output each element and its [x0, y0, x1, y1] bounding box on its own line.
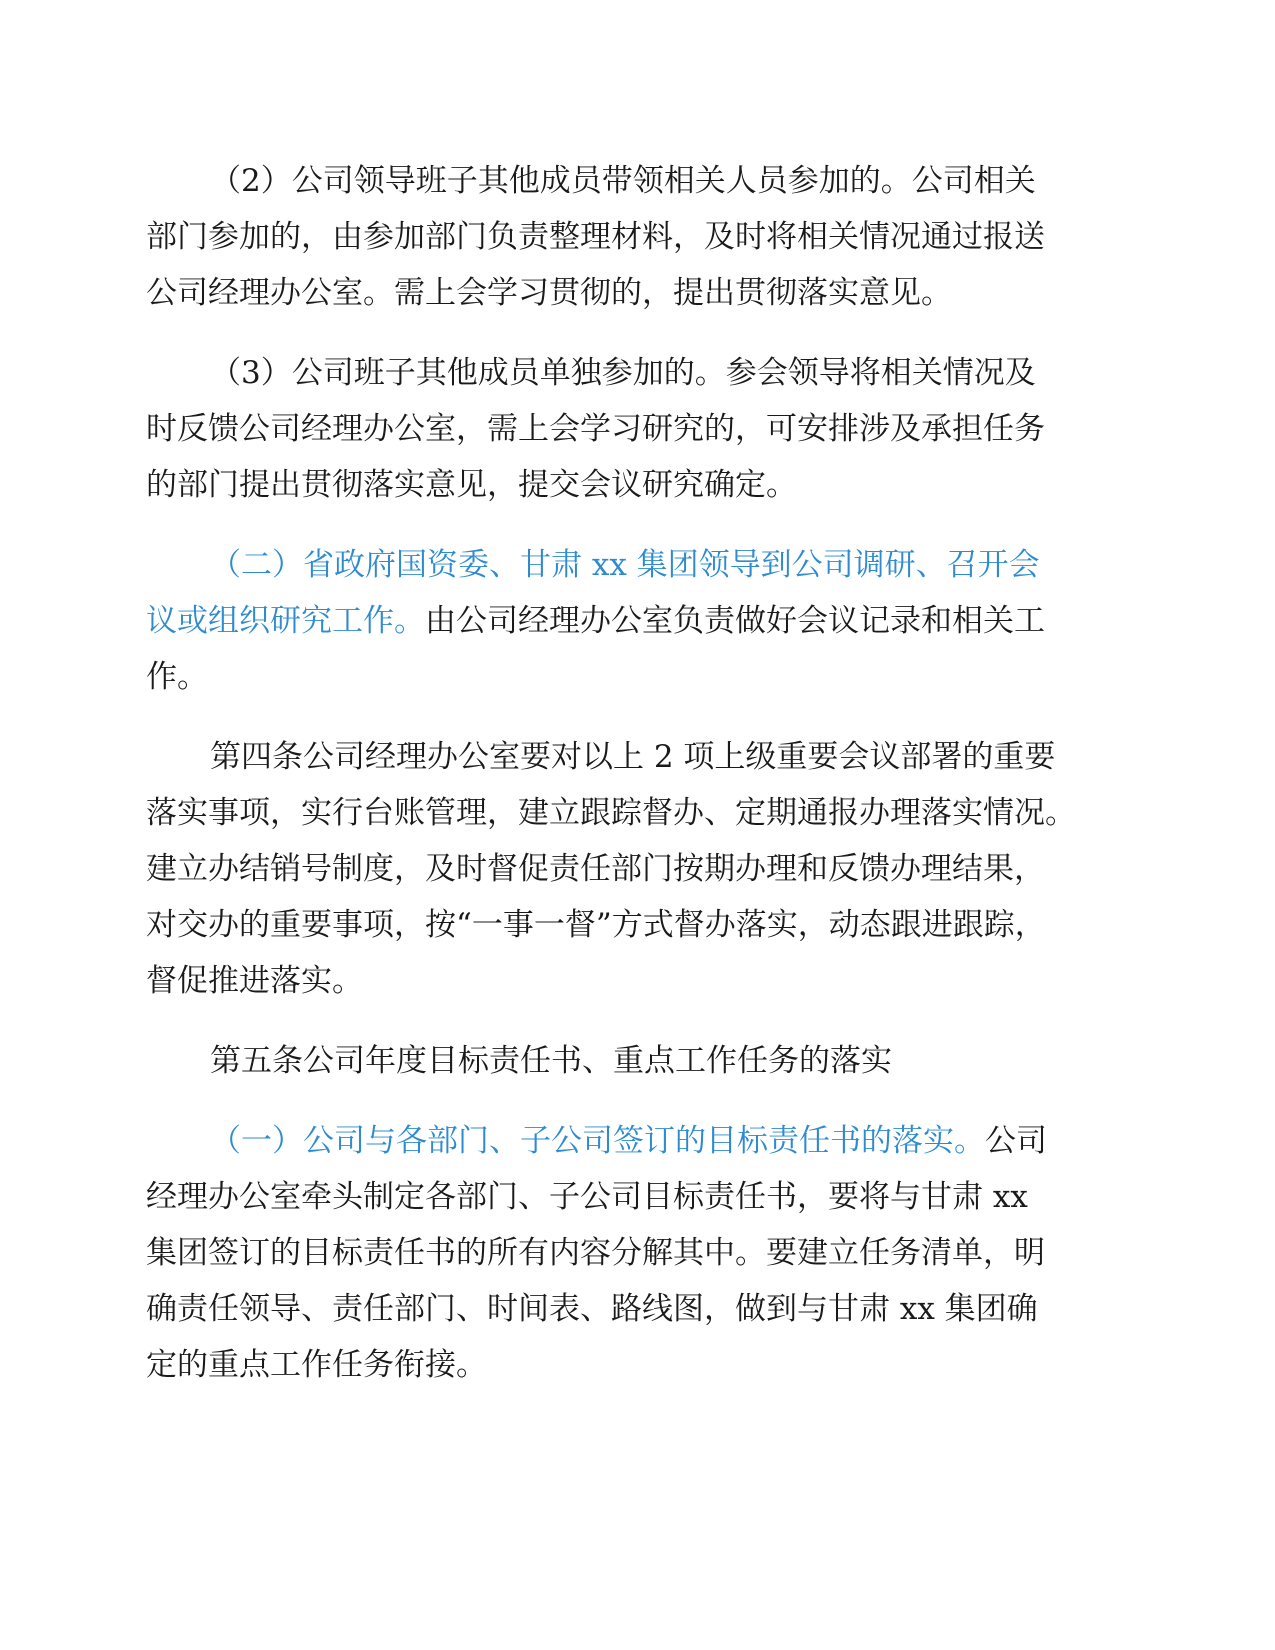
- text-run: 由公司经理办公室负责做好会议记录和相关工: [425, 603, 1045, 639]
- paragraph-article-4: [146, 729, 1086, 1009]
- text-line: （3）公司班子其他成员单独参加的。参会领导将相关情况及: [210, 355, 1036, 391]
- section-heading-continued: 议或组织研究工作。: [146, 603, 425, 639]
- paragraph-article-5: [146, 1033, 1086, 1089]
- paragraph-item-3: [146, 345, 1086, 513]
- text-line: [146, 1113, 1086, 1169]
- text-line: 时反馈公司经理办公室，需上会学习研究的，可安排涉及承担任务: [146, 411, 1045, 447]
- text-line: 的部门提出贯彻落实意见，提交会议研究确定。: [146, 467, 797, 503]
- text-line: 公司经理办公室。需上会学习贯彻的，提出贯彻落实意见。: [146, 275, 952, 311]
- text-line: 确责任领导、责任部门、时间表、路线图，做到与甘肃 xx 集团确: [146, 1291, 1038, 1327]
- text-run: 公司: [985, 1123, 1047, 1159]
- text-line: 对交办的重要事项，按“一事一督”方式督办落实，动态跟进跟踪，: [146, 907, 1046, 943]
- text-line: 作。: [146, 659, 208, 695]
- text-line: 部门参加的，由参加部门负责整理材料，及时将相关情况通过报送: [146, 219, 1045, 255]
- document-body: [146, 153, 1086, 1393]
- text-line: 建立办结销号制度，及时督促责任部门按期办理和反馈办理结果，: [146, 851, 1045, 887]
- text-line: （2）公司领导班子其他成员带领相关人员参加的。公司相关: [210, 163, 1036, 199]
- paragraph-section-2: [146, 537, 1086, 705]
- section-heading: （二）省政府国资委、甘肃 xx 集团领导到公司调研、召开会: [210, 547, 1040, 583]
- text-line: 集团签订的目标责任书的所有内容分解其中。要建立任务清单，明: [146, 1235, 1045, 1271]
- text-line: 落实事项，实行台账管理，建立跟踪督办、定期通报办理落实情况。: [146, 795, 1076, 831]
- text-line: 经理办公室牵头制定各部门、子公司目标责任书，要将与甘肃 xx: [146, 1179, 1028, 1215]
- paragraph-item-2: [146, 153, 1086, 321]
- text-line: 第五条公司年度目标责任书、重点工作任务的落实: [210, 1043, 892, 1079]
- section-heading: （一）公司与各部门、子公司签订的目标责任书的落实。: [210, 1123, 985, 1159]
- text-line: [146, 593, 1086, 649]
- text-line: 督促推进落实。: [146, 963, 363, 999]
- text-line: 定的重点工作任务衔接。: [146, 1347, 487, 1383]
- paragraph-section-1: [146, 1113, 1086, 1393]
- text-line: 第四条公司经理办公室要对以上 2 项上级重要会议部署的重要: [210, 739, 1056, 775]
